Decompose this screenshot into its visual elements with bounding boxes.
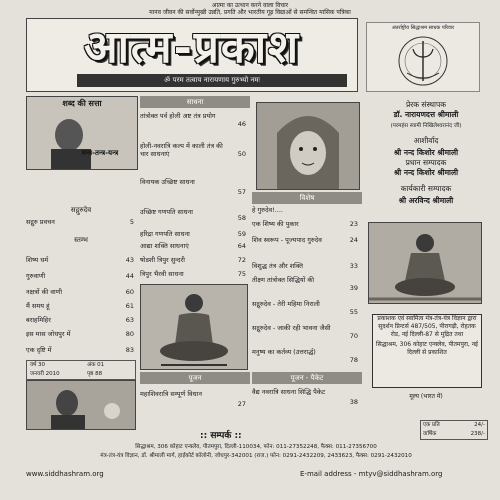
issue-month: जनवरी 2010 <box>30 371 60 377</box>
list-item[interactable] <box>140 178 246 196</box>
yogi-image <box>141 285 247 369</box>
prerak-name: डॉ. नारायणदत्त श्रीमाली <box>393 110 459 119</box>
item-page: 46 <box>237 120 246 128</box>
list-item[interactable] <box>26 330 134 338</box>
list-item[interactable] <box>252 324 358 342</box>
item-label: मैं समय हूं <box>26 302 50 310</box>
item-label: तांत्रोक्त पर्व होली अष्ट तंत्र प्रयोग <box>140 112 216 120</box>
address-line-1: सिद्धाश्रम, 306 कोहाट एन्क्लेव, पीतमपुरा, दिल्ली-110034, फोन: 011-27352248, फैक्स: 011-27356700 <box>135 444 377 450</box>
prerak-subtitle: (परमहंस स्वामी निखिलेश्वरानंद जी) <box>390 123 462 129</box>
guru-photo-bottom <box>26 380 136 430</box>
item-label: मनुष्य का कर्तव्य (उत्तरार्द्ध) <box>252 348 316 356</box>
list-item[interactable] <box>26 346 134 354</box>
item-label: नक्षत्रों की वाणी <box>26 288 63 296</box>
item-page: 44 <box>125 272 134 280</box>
item-page: 5 <box>129 218 134 226</box>
list-item[interactable] <box>140 256 246 264</box>
item-label: सद्गुरु प्रवचन <box>26 218 55 226</box>
list-item[interactable] <box>140 142 246 168</box>
section-sadhana: साधना <box>140 96 250 108</box>
item-page: 70 <box>349 332 358 340</box>
item-page: 57 <box>237 188 246 196</box>
item-page: 43 <box>125 256 134 264</box>
issue-number: अंक 01 <box>87 362 105 368</box>
ashirvad-title: आशीर्वाद <box>413 136 439 145</box>
list-item[interactable] <box>140 208 246 226</box>
item-page: 39 <box>349 284 358 292</box>
list-item[interactable] <box>26 316 134 324</box>
box-title: शब्द की सत्ता <box>62 99 102 108</box>
issue-info-box <box>26 360 136 380</box>
magazine-title: आत्म-प्रकाश <box>83 22 301 73</box>
section-pujan-packet: पूजन - पैकेट <box>252 372 362 384</box>
publisher-text-2: सिद्धाश्रम, 306 कोहाट एन्क्लेव, पीतमपुरा, नई दिल्ली से प्रकाशित <box>376 341 478 356</box>
item-label: विनायक उच्छिष्ट साधना <box>140 178 195 186</box>
item-label: एक शिष्य की पुकार <box>252 220 299 228</box>
item-page: 72 <box>237 256 246 264</box>
list-item[interactable] <box>26 218 134 226</box>
website-link[interactable]: www.siddhashram.org <box>26 470 104 478</box>
sage-image <box>369 223 481 303</box>
section-stambh: स्तम्भ <box>74 236 88 244</box>
item-label: षोडशी त्रिपुर सुन्दरी <box>140 256 185 264</box>
price1-label: एक प्रति <box>423 422 440 428</box>
list-item[interactable] <box>140 390 246 408</box>
portrait-image <box>27 381 135 429</box>
list-item[interactable] <box>26 302 134 310</box>
top-note-2: मानव जीवन की सर्वोन्मुखी उन्नति, प्रगति और भारतीय गूढ़ विद्याओं से समन्वित मासिक पत्रिका <box>149 9 351 16</box>
item-page: 80 <box>125 330 134 338</box>
list-item[interactable] <box>26 256 134 264</box>
item-page: 58 <box>237 214 246 222</box>
issue-year: वर्ष 30 <box>30 362 45 368</box>
trishul-emblem-icon <box>367 23 479 91</box>
list-item[interactable] <box>252 276 358 294</box>
item-page: 55 <box>349 308 358 316</box>
list-item[interactable] <box>252 262 358 270</box>
section-pujan: पूजन <box>140 372 250 384</box>
pradhan-name: श्री नन्द किशोर श्रीमाली <box>393 168 459 177</box>
list-item[interactable] <box>252 348 358 366</box>
item-page: 75 <box>237 270 246 278</box>
item-page: 23 <box>349 220 358 228</box>
meditating-figure-image <box>140 284 248 370</box>
item-label: गुरुवाणी <box>26 272 46 280</box>
masthead-tagline: ॐ परम तत्वाय नारायणाय गुरुभ्यो नमः <box>77 74 347 87</box>
list-item[interactable] <box>252 220 358 228</box>
address-line-2: मंत्र-तंत्र-यंत्र विज्ञान, डॉ. श्रीमाली मार्ग, हाईकोर्ट कॉलोनी, जोधपुर-342001 (राज.) फोन: 0291-2432209, 2433623, फैक्स: 0291-2432010 <box>100 453 412 459</box>
item-label: हे गुरुदेव!.... <box>252 206 284 214</box>
item-page: 50 <box>237 150 246 158</box>
emblem-text: अंतर्राष्ट्रीय सिद्धाश्रम साधक परिवार <box>391 25 455 31</box>
contact-heading: :: सम्पर्क :: <box>200 431 242 441</box>
email-link[interactable]: E-mail address - mtyv@siddhashram.org <box>300 470 443 478</box>
item-page: 83 <box>125 346 134 354</box>
price2-value: 238/- <box>470 431 485 437</box>
list-item[interactable] <box>252 206 358 214</box>
item-label: उच्छिष्ट गणपति साधना <box>140 208 193 216</box>
pradhan-title: प्रधान सम्पादक <box>405 158 447 167</box>
item-label: त्रिपुर भैरवी साधना <box>140 270 184 278</box>
item-label: बराहमिहिर <box>26 316 51 324</box>
item-label: वैद्य नवरात्रि साधना सिद्धि पैकेट <box>252 388 326 396</box>
publisher-text: प्रकाशक एवं स्वामित्व मंत्र-तंत्र-यंत्र विज्ञान द्वारा सुदर्शन प्रिन्टर्स 487/505, पीरागढ़ी, रोहतक रोड, नई दिल्ली-87 से मुद्रित तथा <box>377 315 477 338</box>
issue-pages: पृष्ठ 88 <box>87 371 103 377</box>
item-page: 24 <box>349 236 358 244</box>
item-page: 61 <box>125 302 134 310</box>
item-label: हरिद्रा गणपति साधना <box>140 230 190 238</box>
section-vishesh: विशेष <box>252 192 362 204</box>
left-column <box>26 96 138 496</box>
list-item[interactable] <box>252 236 358 254</box>
guru-photo-box <box>26 96 138 170</box>
price1-value: 24/- <box>474 422 485 428</box>
masthead <box>26 18 358 92</box>
photo-caption: मन्त्र-तन्त्र-यन्त्र <box>81 149 119 157</box>
item-label: सद्गुरुदेव - तेरी महिमा निराली <box>252 300 320 308</box>
list-item[interactable] <box>26 288 134 296</box>
price-box <box>420 420 488 440</box>
section-sadgurudev: सद्गुरुदेव <box>70 206 92 214</box>
item-label: इस मास जोधपुर में <box>26 330 71 338</box>
item-label: शिष्य धर्म <box>26 256 49 264</box>
prerak-title: प्रेरक संस्थापक <box>405 100 447 109</box>
goddess-image <box>257 103 359 189</box>
item-label: तीक्ष्ण तांत्रोक्त सिद्धियों की <box>252 276 315 284</box>
item-label: आद्या शक्ति साधनाएं <box>140 242 189 250</box>
sadhu-image <box>368 222 482 304</box>
list-item[interactable] <box>252 388 358 406</box>
item-label: महाशिवरात्रि सम्पूर्ण विधान <box>140 390 202 398</box>
top-note-1: आत्मा का उत्थान करने वाला विचार <box>211 2 289 9</box>
list-item[interactable] <box>140 242 246 250</box>
item-label: एक दृष्टि में <box>26 346 52 354</box>
emblem <box>366 22 480 92</box>
item-page: 38 <box>349 398 358 406</box>
list-item[interactable] <box>140 230 246 238</box>
list-item[interactable] <box>140 270 246 278</box>
price-label: मूल्य (भारत में) <box>409 393 443 400</box>
karyakari-title: कार्यकारी सम्पादक <box>400 184 452 193</box>
item-label: विशुद्ध तंत्र और शक्ति <box>252 262 304 270</box>
item-page: 27 <box>237 400 246 408</box>
list-item[interactable] <box>26 272 134 280</box>
ashirvad-name: श्री नन्द किशोर श्रीमाली <box>393 148 459 157</box>
item-page: 33 <box>349 262 358 270</box>
karyakari-name: श्री अरविन्द श्रीमाली <box>398 196 454 205</box>
item-label: होली-नवरात्रि कल्प में काली तंत्र की चार साधनाएं <box>140 142 223 158</box>
item-page: 60 <box>125 288 134 296</box>
item-label: शिव स्वरूप - पूज्यपाद गुरुदेव <box>252 236 322 244</box>
item-page: 78 <box>349 356 358 364</box>
price2-label: वार्षिक <box>423 431 437 437</box>
list-item[interactable] <box>252 300 358 318</box>
item-page: 63 <box>125 316 134 324</box>
item-page: 59 <box>237 230 246 238</box>
item-page: 64 <box>237 242 246 250</box>
devi-image <box>256 102 360 190</box>
publisher-box <box>372 314 482 388</box>
list-item[interactable] <box>140 112 246 130</box>
item-label: सद्गुरुदेव - जाकी रही भावना जैसी <box>252 324 331 332</box>
